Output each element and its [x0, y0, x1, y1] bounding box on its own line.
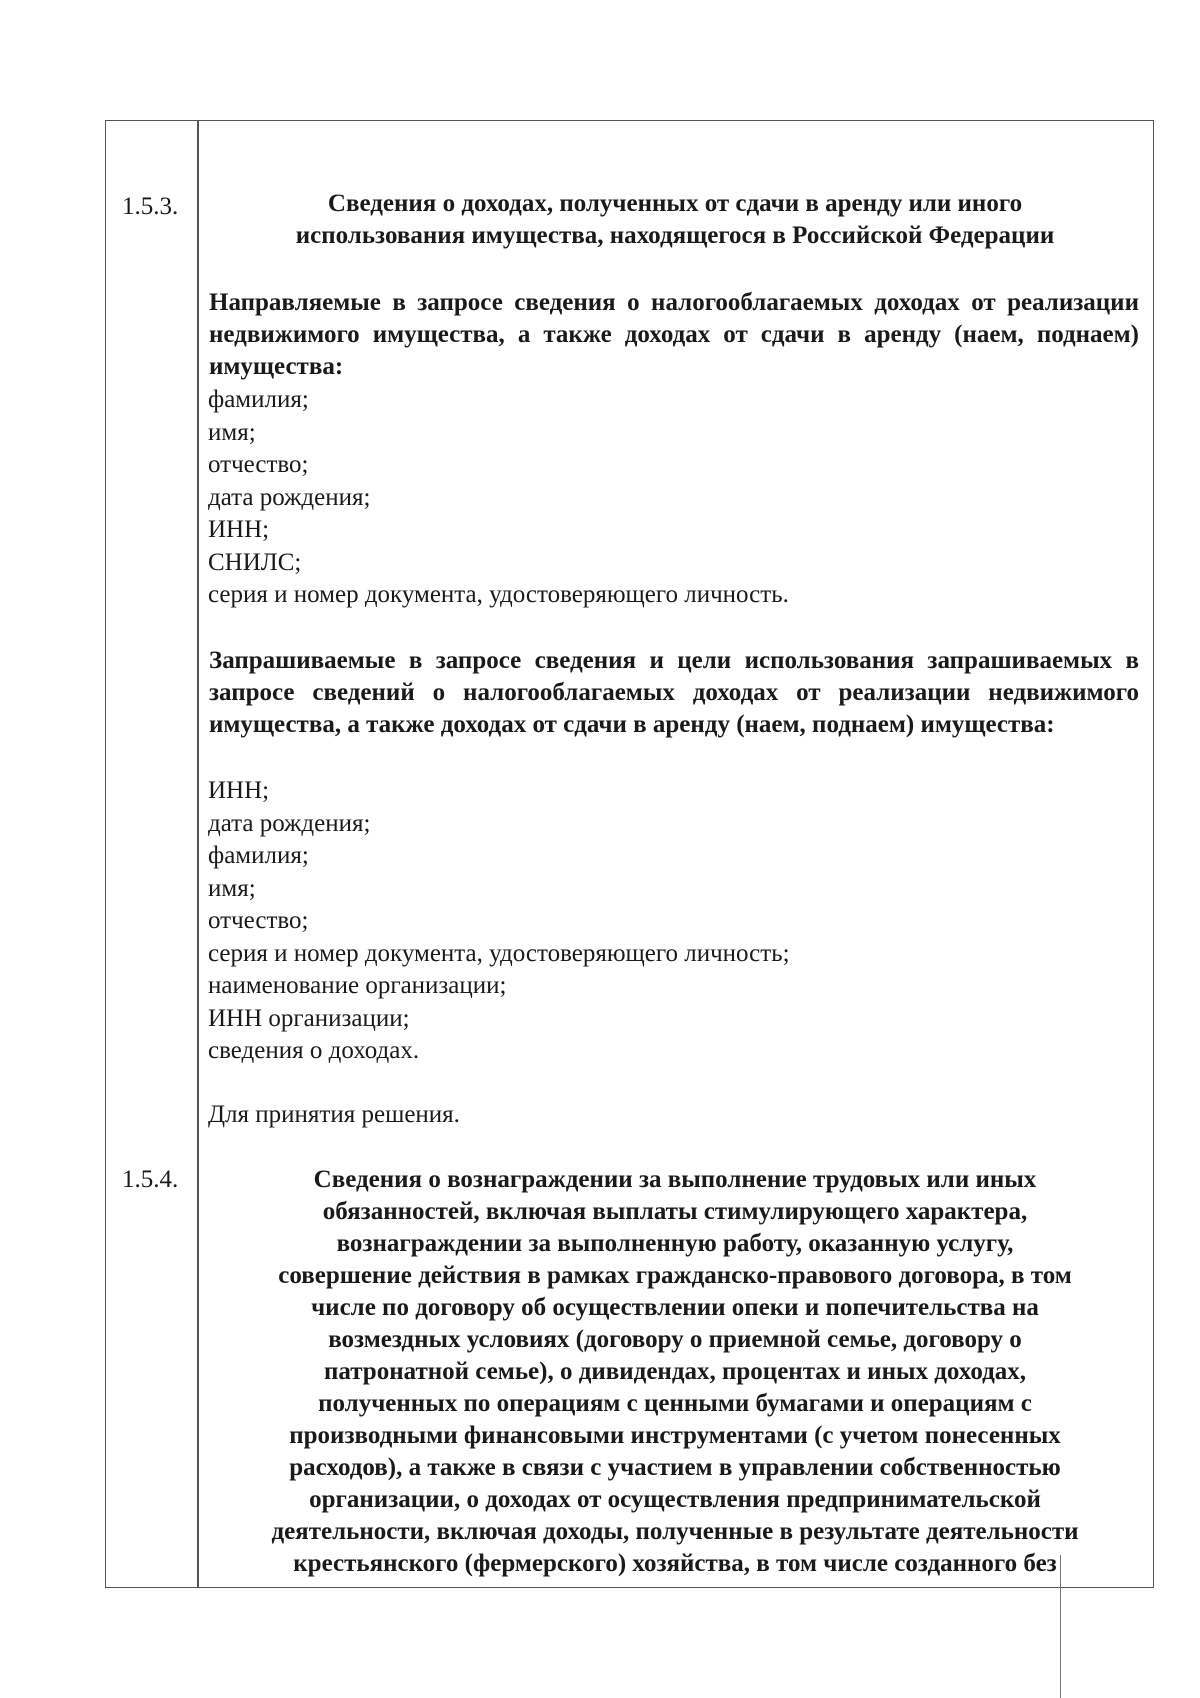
title-line: возмездных условиях (договору о приемной семье, договору о — [328, 1326, 1022, 1353]
list-item: ИНН; — [208, 777, 270, 804]
column-divider — [197, 120, 199, 1588]
title-line: организации, о доходах от осуществления предпринимательской — [309, 1486, 1041, 1513]
list-item: имя; — [208, 418, 256, 446]
requested-data-heading: Запрашиваемые в запросе сведения и цели использования запрашиваемых в запросе сведений о налогооблагаемых доходах от реализации недвижимого имущества, а также доходах от сдачи в аренду (наем, поднаем) имущества: — [209, 647, 1139, 738]
list-item: сведения о доходах. — [208, 1037, 420, 1064]
list-item: отчество; — [208, 451, 309, 478]
title-line: крестьянского (фермерского) хозяйства, в том числе созданного без — [293, 1550, 1057, 1577]
sent-data-list — [208, 384, 1138, 612]
list-item: ИНН; — [208, 516, 270, 543]
title-line: обязанностей, включая выплаты стимулирующего характера, — [322, 1198, 1028, 1225]
purpose-text: Для принятия решения. — [208, 1101, 460, 1128]
title-line: деятельности, включая доходы, полученные в результате деятельности — [271, 1518, 1079, 1545]
section-title — [200, 1164, 1150, 1580]
list-item: дата рождения; — [208, 809, 371, 837]
list-item: наименование организации; — [208, 972, 507, 999]
list-item: дата рождения; — [208, 483, 371, 511]
list-item: фамилия; — [208, 386, 309, 413]
list-item: отчество; — [208, 907, 309, 934]
requested-data-list — [208, 775, 1138, 1068]
list-item: СНИЛС; — [208, 548, 302, 576]
title-line: патронатной семье), о дивидендах, процентах и иных доходах, — [323, 1358, 1027, 1385]
section-title — [200, 188, 1150, 252]
title-line: Сведения о доходах, полученных от сдачи в аренду или иного — [327, 190, 1023, 217]
section-number: 1.5.3. — [122, 193, 179, 220]
title-line: совершение действия в рамках гражданско-правового договора, в том — [278, 1262, 1072, 1289]
title-line: Сведения о вознаграждении за выполнение трудовых или иных — [313, 1166, 1037, 1193]
title-line: производными финансовыми инструментами (с учетом понесенных — [289, 1422, 1061, 1449]
title-line: полученных по операциям с ценными бумагами и операциям с — [318, 1390, 1032, 1417]
section-number: 1.5.4. — [122, 1166, 179, 1193]
title-line: вознаграждении за выполненную работу, оказанную услугу, — [336, 1230, 1014, 1257]
list-item: серия и номер документа, удостоверяющего личность; — [208, 939, 790, 967]
title-line: расходов), а также в связи с участием в управлении собственностью — [289, 1454, 1061, 1481]
list-item: ИНН организации; — [208, 1004, 410, 1032]
title-line: числе по договору об осуществлении опеки и попечительства на — [311, 1294, 1039, 1321]
list-item: фамилия; — [208, 842, 309, 869]
title-line: использования имущества, находящегося в Российской Федерации — [295, 222, 1055, 249]
list-item: имя; — [208, 874, 256, 902]
scan-artifact-line — [1060, 1555, 1061, 1698]
list-item: серия и номер документа, удостоверяющего личность. — [208, 581, 789, 608]
sent-data-heading: Направляемые в запросе сведения о налогооблагаемых доходах от реализации недвижимого имущества, а также доходах от сдачи в аренду (наем, поднаем) имущества: — [209, 289, 1139, 380]
